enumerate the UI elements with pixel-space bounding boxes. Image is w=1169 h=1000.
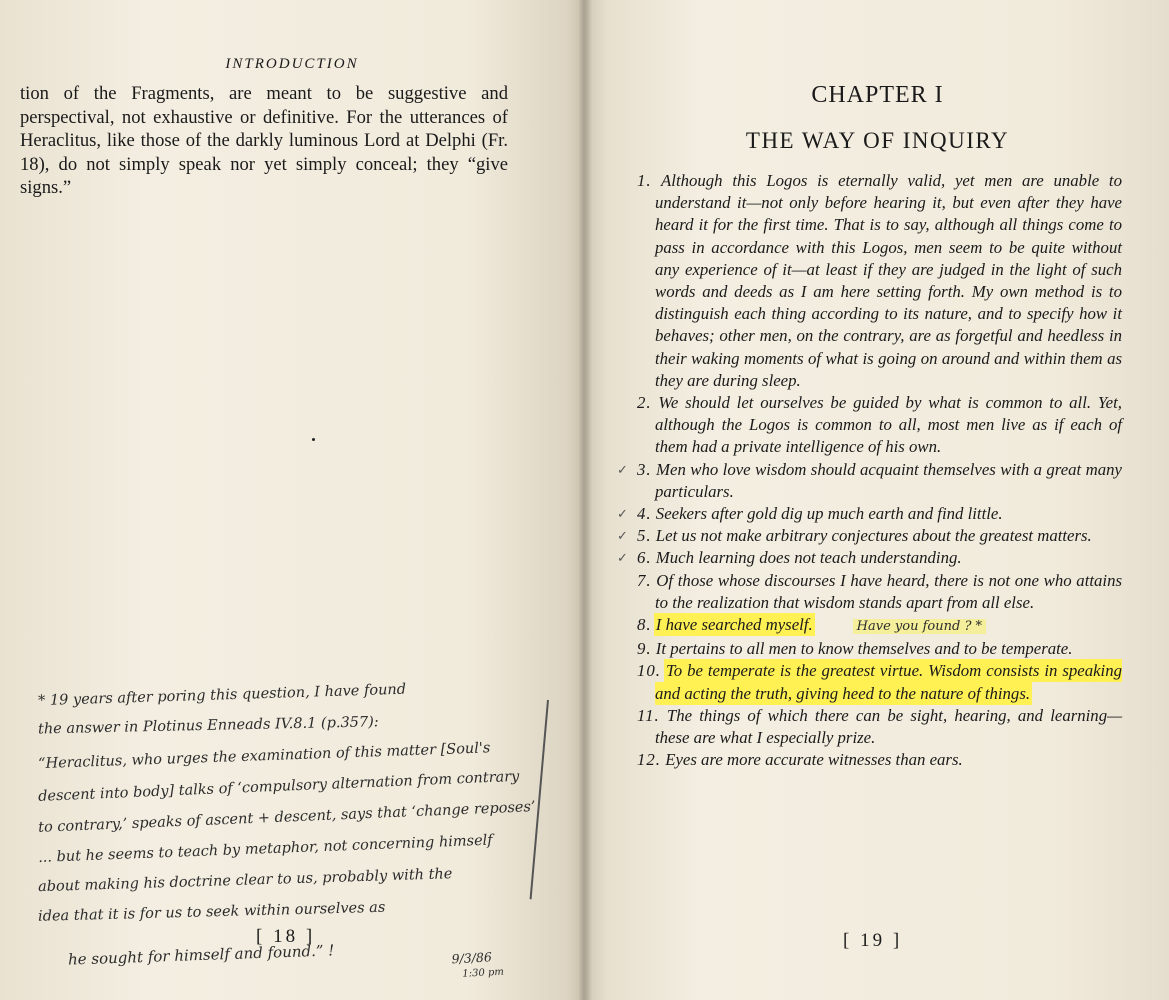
fragment-8 [585, 614, 1169, 638]
fragment-text: Seekers after gold dig up much earth and find little. [655, 504, 1003, 524]
handwritten-time-value: 1:30 pm [462, 966, 505, 980]
fragment-9 [585, 638, 1169, 660]
fragment-4 [585, 503, 1169, 525]
fragment-text-highlighted: To be temperate is the greatest virtue. Wisdom consists in speaking and acting the truth, giving heed to the nature of things. [655, 661, 1122, 703]
fragment-text: Men who love wisdom should acquaint themselves with a great many particulars. [655, 459, 1122, 501]
handwritten-line: “Heraclitus, who urges the examination of this matter [Soul's [37, 740, 491, 773]
fragment-1 [585, 170, 1169, 392]
fragment-number: 3. [637, 459, 652, 479]
fragment-text: Let us not make arbitrary conjectures about the greatest matters. [655, 526, 1092, 546]
fragment-text: We should let ourselves be guided by what is common to all. Yet, although the Logos is common to all, most men live as if each of them had a private intelligence of his own. [655, 393, 1122, 457]
fragment-number: 6. [637, 548, 652, 568]
fragment-number: 7. [637, 570, 652, 590]
handwritten-line: the answer in Plotinus Enneads IV.8.1 (p.357): [37, 714, 379, 738]
chapter-title: THE WAY OF INQUIRY [745, 128, 1010, 153]
fragment-3 [585, 459, 1169, 503]
running-head: INTRODUCTION [225, 56, 359, 72]
left-page [0, 0, 584, 1000]
fragment-number: 10. [637, 661, 661, 681]
handwritten-line: about making his doctrine clear to us, probably with the [37, 866, 453, 896]
handwritten-line: * 19 years after poring this question, I have found [37, 681, 407, 710]
fragment-number: 5. [637, 526, 652, 546]
fragment-10 [585, 660, 1169, 704]
fragment-5 [585, 525, 1169, 547]
handwritten-date [451, 949, 504, 984]
fragment-text: Eyes are more accurate witnesses than ears. [665, 750, 963, 770]
fragment-number: 8. [637, 615, 652, 635]
page-number-right: [ 19 ] [843, 930, 903, 951]
fragment-11 [585, 705, 1169, 749]
handwritten-line: idea that it is for us to seek within ourselves as [37, 899, 386, 925]
fragment-12 [585, 749, 1169, 771]
check-mark-icon: ✓ [617, 506, 628, 522]
fragment-text: Of those whose discourses I have heard, there is not one who attains to the realization that wisdom stands apart from all else. [655, 570, 1122, 612]
check-mark-icon: ✓ [617, 550, 628, 566]
fragment-number: 4. [637, 504, 652, 524]
fragment-7 [585, 570, 1169, 614]
handwritten-line: ... but he seems to teach by metaphor, not concerning himself [37, 832, 493, 866]
handwritten-margin-note: Have you found ? * [853, 619, 986, 634]
handwritten-last-line: he sought for himself and found.” ! [67, 941, 335, 969]
handwritten-note [38, 678, 558, 926]
fragment-list [585, 170, 1169, 771]
fragment-text-highlighted: I have searched myself. [655, 615, 813, 635]
fragment-2 [585, 392, 1169, 459]
check-mark-icon: ✓ [617, 461, 628, 477]
fragment-number: 1. [637, 171, 652, 190]
fragment-text: Although this Logos is eternally valid, yet men are unable to understand it—not only before hearing it, but even after they have heard it for the first time. That is to say, although all things come to pass in accordance with this Logos, men seem to be quite without any experience of it—at least if they are judged in the light of such words and deeds as I am here setting forth. My own method is to distinguish each thing according to its nature, and to specify how it behaves; other men, on the contrary, are as forgetful and heedless in their waking moments of what is going on around and within them as they are during sleep. [655, 171, 1122, 390]
fragment-text: It pertains to all men to know themselves and to be temperate. [655, 639, 1073, 659]
fragment-number: 12. [637, 750, 661, 770]
fragment-text: The things of which there can be sight, hearing, and learning—these are what I especially prize. [655, 705, 1122, 748]
handwritten-line: descent into body] talks of ‘compulsory alternation from contrary [37, 768, 520, 805]
check-mark-icon: ✓ [617, 528, 628, 544]
intro-paragraph: tion of the Fragments, are meant to be suggestive and perspectival, not exhaustive or definitive. For the utterances of Heraclitus, like those of the darkly luminous Lord at Delphi (Fr. 18), do not simply speak nor yet simply conceal; they “give signs.” [20, 83, 508, 199]
handwritten-line: to contrary,’ speaks of ascent + descent, says that ‘change reposes’ [37, 799, 536, 836]
fragment-number: 11. [637, 705, 660, 725]
fragment-text: Much learning does not teach understanding. [655, 548, 962, 568]
chapter-number: CHAPTER I [811, 82, 944, 108]
page-number-left: [ 18 ] [256, 926, 316, 947]
fragment-6 [585, 547, 1169, 569]
ink-dot [312, 438, 315, 441]
handwritten-date-value: 9/3/86 [451, 949, 493, 967]
fragment-number: 9. [637, 639, 652, 659]
fragment-number: 2. [637, 393, 652, 413]
